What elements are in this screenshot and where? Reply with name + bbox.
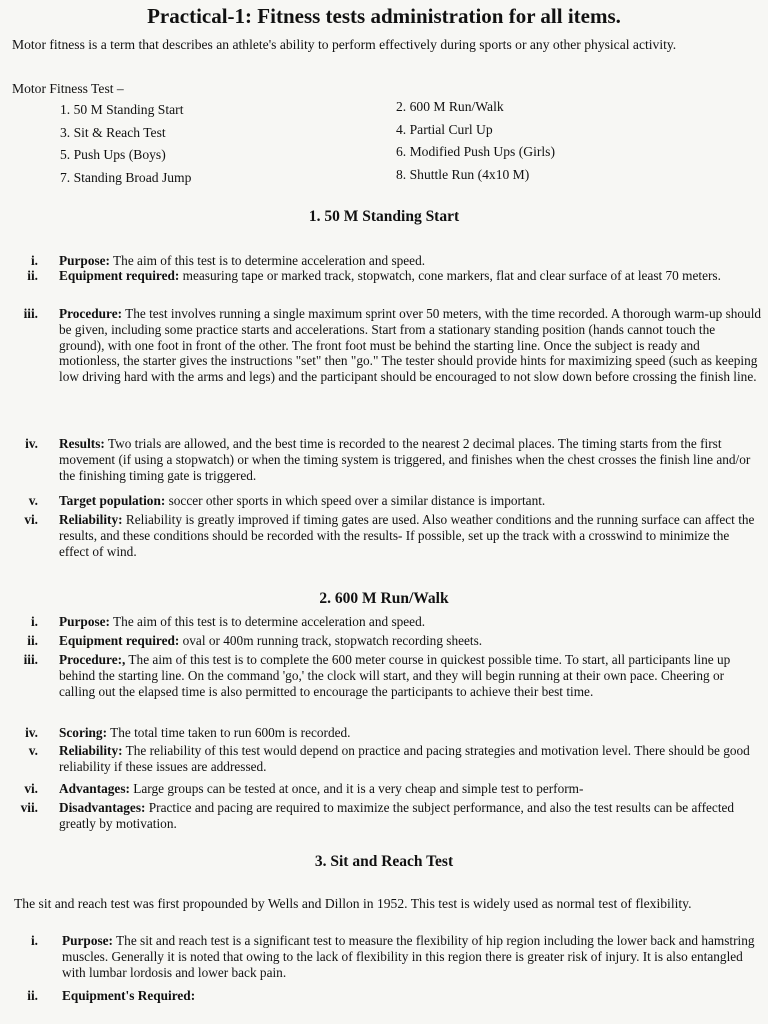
item-label: Equipment's Required: <box>62 988 196 1003</box>
item-label: Equipment required: <box>59 633 180 648</box>
item-label: Purpose: <box>59 253 110 268</box>
item-text: The aim of this test is to complete the 600 meter course in quickest possible time. To start, all participants line up behind the starting line. On the command 'go,' the clock will start, and they will begin running at their own pace. Cheering or calling out the elapsed time is also permitted to encourage the participants to achieve their best time. <box>59 652 731 699</box>
section-heading: 2. 600 M Run/Walk <box>319 590 449 607</box>
intro-paragraph: Motor fitness is a term that describes an athlete's ability to perform effectively during sports or any other physical activity. <box>12 37 677 52</box>
item-text: oval or 400m running track, stopwatch recording sheets. <box>179 633 483 648</box>
tests-list-left <box>60 99 191 189</box>
item-number: ii. <box>27 988 38 1003</box>
item-label: Purpose: <box>59 614 110 629</box>
tests-heading: Motor Fitness Test – <box>12 81 124 96</box>
item-number: i. <box>30 614 38 629</box>
item-number: iii. <box>23 652 38 667</box>
section-item <box>12 743 762 775</box>
item-number: i. <box>30 933 38 948</box>
item-text: The total time taken to run 600m is recorded. <box>107 725 351 740</box>
section-item <box>12 933 757 980</box>
list-item: 7. Standing Broad Jump <box>60 169 192 185</box>
section-intro: The sit and reach test was first propounded by Wells and Dillon in 1952. This test is widely used as normal test of flexibility. <box>14 896 692 911</box>
item-label: Disadvantages: <box>59 800 146 815</box>
item-label: Procedure:, <box>59 652 126 667</box>
item-number: ii. <box>27 268 38 283</box>
section-heading: 3. Sit and Reach Test <box>314 853 454 870</box>
section-item <box>12 512 762 559</box>
section-item <box>12 781 762 797</box>
item-text: soccer other sports in which speed over a similar distance is important. <box>165 493 546 508</box>
section-item <box>12 436 762 483</box>
item-number: vii. <box>20 800 38 815</box>
item-text: measuring tape or marked track, stopwatch, cone markers, flat and clear surface of at least 70 meters. <box>179 268 721 283</box>
item-text: Practice and pacing are required to maximize the subject performance, and also the test results can be affected greatly by motivation. <box>59 800 735 831</box>
item-label: Scoring: <box>59 725 108 740</box>
item-text: The sit and reach test is a significant test to measure the flexibility of hip region including the lower back and hamstring muscles. Generally it is noted that owing to the lack of flexibility in this region there is greater risk of injury. It is also entangled with lumbar lordosis and lower back pain. <box>62 933 755 980</box>
section-item <box>12 652 762 699</box>
section-heading: 1. 50 M Standing Start <box>308 208 460 225</box>
item-text: Reliability is greatly improved if timing gates are used. Also weather conditions and the running surface can affect the results, and these conditions should be recorded with the results- If possible, set up the track with a crosswind to minimize the effect of wind. <box>59 512 755 559</box>
item-label: Reliability: <box>59 512 123 527</box>
section-item <box>12 493 762 509</box>
item-number: vi. <box>24 781 38 796</box>
list-item: 6. Modified Push Ups (Girls) <box>396 144 555 159</box>
item-text: The aim of this test is to determine acceleration and speed. <box>109 614 426 629</box>
list-item: 1. 50 M Standing Start <box>60 102 184 117</box>
item-number: vi. <box>24 512 38 527</box>
list-item: 4. Partial Curl Up <box>396 121 493 137</box>
item-label: Reliability: <box>59 743 123 758</box>
section-item <box>12 633 762 649</box>
item-label: Equipment required: <box>59 268 180 283</box>
item-text: The test involves running a single maximum sprint over 50 meters, with the time recorded. A thorough warm-up should be given, including some practice starts and accelerations. Start from a stationary standing position (hands cannot touch the ground), with one foot in front of the other. The front foot must be behind the starting line. Once the subject is ready and motionless, the starter gives the instructions "set" then "go." The tester should provide hints for maximizing speed (such as keeping low driving hard with the arms and legs) and the participant should be encouraged to not slow down before crossing the finish line. <box>59 306 762 385</box>
item-text: Two trials are allowed, and the best time is recorded to the nearest 2 decimal places. The timing starts from the first movement (if using a stopwatch) or when the timing system is triggered, and finishes when the chest crosses the finish line and/or the finishing timing gate is triggered. <box>59 436 751 483</box>
section-item <box>12 268 762 284</box>
list-item: 3. Sit & Reach Test <box>60 124 166 140</box>
section-item <box>12 988 762 1004</box>
item-number: iii. <box>23 306 38 321</box>
section-item <box>12 306 762 385</box>
list-item: 8. Shuttle Run (4x10 M) <box>396 166 530 182</box>
item-text: The reliability of this test would depend on practice and pacing strategies and motivation level. There should be good reliability if these issues are addressed. <box>59 743 750 774</box>
item-text: The aim of this test is to determine acceleration and speed. <box>109 253 426 268</box>
item-number: iv. <box>25 725 38 740</box>
item-label: Target population: <box>59 493 166 508</box>
item-number: v. <box>28 743 38 758</box>
item-number: i. <box>30 253 38 268</box>
item-label: Results: <box>59 436 105 451</box>
item-number: v. <box>28 493 38 508</box>
list-item: 5. Push Ups (Boys) <box>60 147 166 162</box>
tests-list-right <box>396 96 555 186</box>
section-item <box>12 614 762 630</box>
section-item <box>12 725 762 741</box>
page-title: Practical-1: Fitness tests administration for all items. <box>147 4 621 28</box>
item-label: Procedure: <box>59 306 123 321</box>
section-item <box>12 253 762 269</box>
item-number: ii. <box>27 633 38 648</box>
item-number: iv. <box>25 436 38 451</box>
item-label: Purpose: <box>62 933 113 948</box>
item-label: Advantages: <box>59 781 130 796</box>
list-item: 2. 600 M Run/Walk <box>396 99 504 114</box>
section-item <box>12 800 762 832</box>
item-text: Large groups can be tested at once, and it is a very cheap and simple test to perform- <box>129 781 584 796</box>
